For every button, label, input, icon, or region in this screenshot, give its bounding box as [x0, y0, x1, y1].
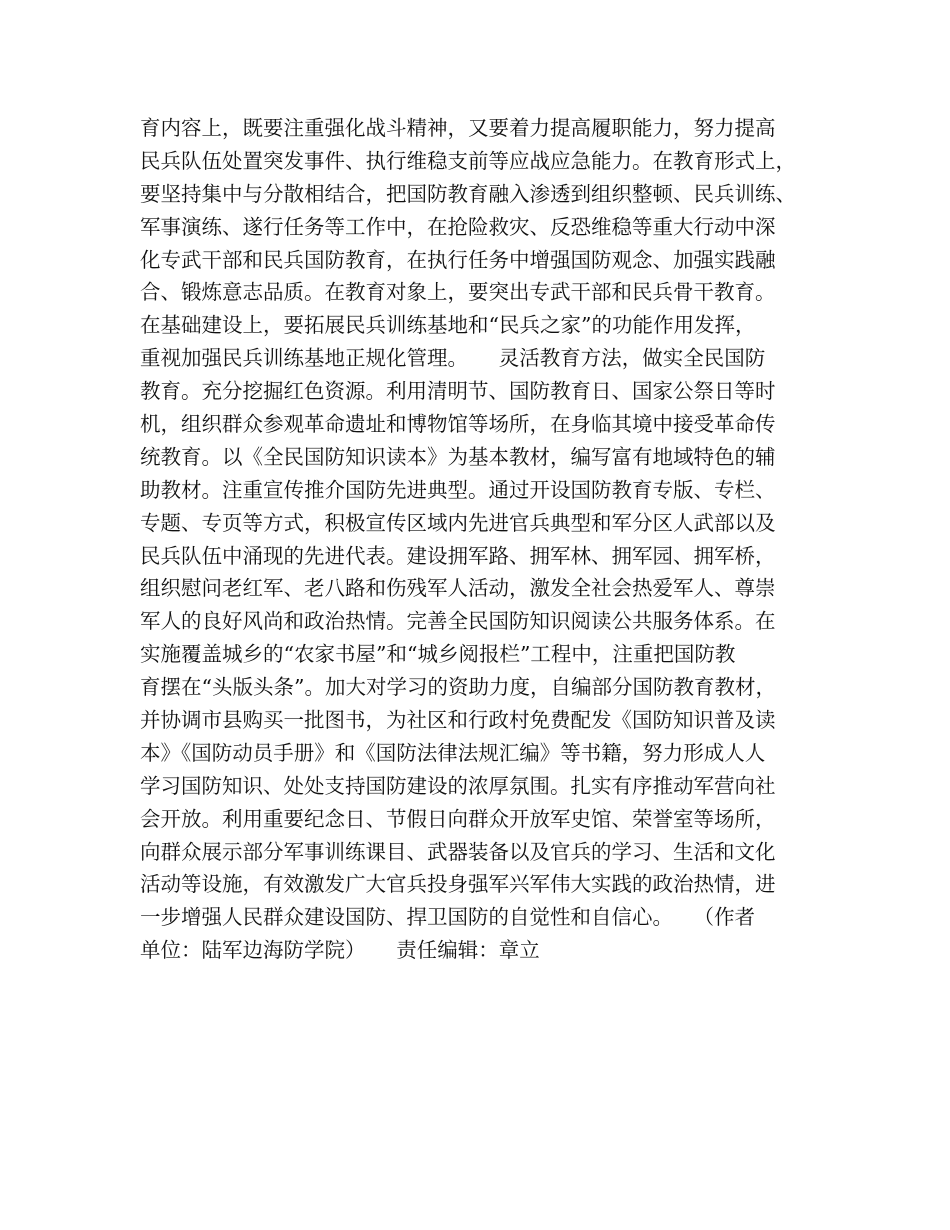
- text-line: 组织慰问老红军、老八路和伤残军人活动，激发全社会热爱军人、尊崇: [140, 576, 776, 601]
- text-line: 育摆在“头版头条”。加大对学习的资助力度，自编部分国防教育教材，: [140, 675, 776, 700]
- text-line: 民兵队伍处置突发事件、执行维稳支前等应战应急能力。在教育形式上，: [140, 148, 796, 173]
- text-line: 活动等设施，有效激发广大官兵投身强军兴军伟大实践的政治热情，进: [140, 872, 776, 897]
- text-line: 教育。充分挖掘红色资源。利用清明节、国防教育日、国家公祭日等时: [140, 379, 776, 404]
- text-line: 重视加强民兵训练基地正规化管理。 灵活教育方法，做实全民国防: [140, 346, 766, 371]
- text-line: 一步增强人民群众建设国防、捍卫国防的自觉性和自信心。 （作者: [140, 905, 755, 930]
- text-line: 在基础建设上，要拓展民兵训练基地和“民兵之家”的功能作用发挥，: [140, 313, 756, 338]
- text-line: 化专武干部和民兵国防教育，在执行任务中增强国防观念、加强实践融: [140, 247, 776, 272]
- text-line: 统教育。以《全民国防知识读本》为基本教材，编写富有地域特色的辅: [140, 444, 776, 469]
- text-line: 军事演练、遂行任务等工作中，在抢险救灾、反恐维稳等重大行动中深: [140, 214, 776, 239]
- text-line: 民兵队伍中涌现的先进代表。建设拥军路、拥军林、拥军园、拥军桥，: [140, 543, 776, 568]
- text-line: 军人的良好风尚和政治热情。完善全民国防知识阅读公共服务体系。在: [140, 609, 776, 634]
- text-line: 单位：陆军边海防学院） 责任编辑：章立: [140, 938, 540, 963]
- article-body: [140, 112, 840, 967]
- text-line: 实施覆盖城乡的“农家书屋”和“城乡阅报栏”工程中，注重把国防教: [140, 642, 736, 667]
- text-line: 育内容上，既要注重强化战斗精神，又要着力提高履职能力，努力提高: [140, 116, 776, 140]
- text-line: 机，组织群众参观革命遗址和博物馆等场所，在身临其境中接受革命传: [140, 412, 776, 437]
- text-line: 学习国防知识、处处支持国防建设的浓厚氛围。扎实有序推动军营向社: [140, 773, 776, 798]
- text-line: 并协调市县购买一批图书，为社区和行政村免费配发《国防知识普及读: [140, 708, 776, 733]
- text-line: 本》《国防动员手册》和《国防法律法规汇编》等书籍，努力形成人人: [140, 740, 766, 765]
- text-line: 要坚持集中与分散相结合，把国防教育融入渗透到组织整顿、民兵训练、: [140, 181, 796, 206]
- text-line: 助教材。注重宣传推介国防先进典型。通过开设国防教育专版、专栏、: [140, 477, 776, 502]
- text-line: 合、锻炼意志品质。在教育对象上，要突出专武干部和民兵骨干教育。: [140, 280, 776, 305]
- text-line: 向群众展示部分军事训练课目、武器装备以及官兵的学习、生活和文化: [140, 839, 776, 864]
- text-line: 会开放。利用重要纪念日、节假日向群众开放军史馆、荣誉室等场所，: [140, 806, 776, 831]
- text-line: 专题、专页等方式，积极宣传区域内先进官兵典型和军分区人武部以及: [140, 510, 776, 535]
